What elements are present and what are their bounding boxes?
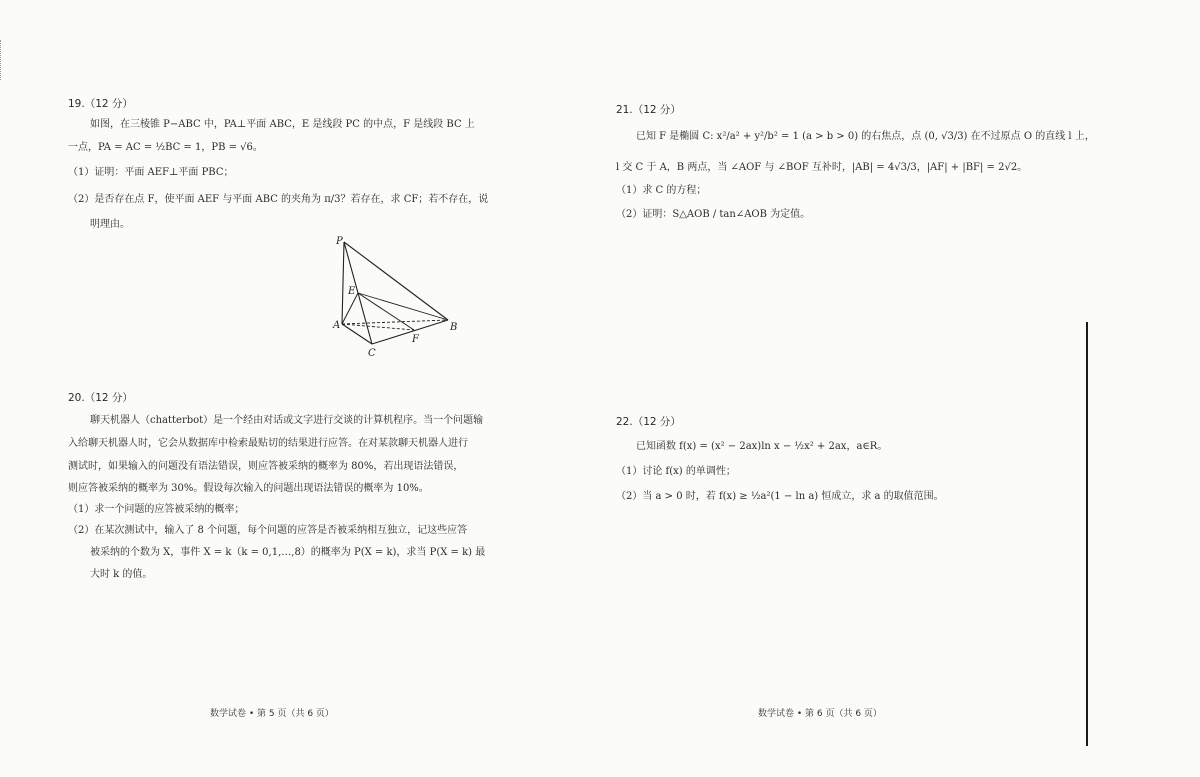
q20-line-5: （1）求一个问题的应答被采纳的概率； — [68, 504, 245, 515]
edge-AF-hidden — [342, 324, 414, 330]
edge-PA — [342, 242, 344, 324]
q21-line-1: 已知 F 是椭圆 C: x²/a² + y²/b² = 1 (a > b > 0) 的右焦点，点 (0, √3/3) 在不过原点 O 的直线 l 上， — [636, 131, 1095, 142]
q20-line-7: 被采纳的个数为 X，事件 X = k（k = 0,1,…,8）的概率为 P(X = k)，求当 P(X = k) 最 — [90, 547, 486, 558]
page-6-footer: 数学试卷 • 第 6 页（共 6 页） — [758, 709, 882, 719]
q19-line-2: 一点，PA = AC = ½BC = 1，PB = √6。 — [68, 142, 263, 153]
q19-line-3: （1）证明：平面 AEF⊥平面 PBC； — [68, 167, 234, 178]
q22-line-2: （1）讨论 f(x) 的单调性； — [616, 466, 736, 477]
q22-line-3: （2）当 a > 0 时，若 f(x) ≥ ½a²(1 − ln a) 恒成立，求 a 的取值范围。 — [616, 491, 944, 502]
q19-line-5: 明理由。 — [90, 219, 130, 230]
q20-line-4: 则应答被采纳的概率为 30%。假设每次输入的问题出现语法错误的概率为 10%。 — [68, 483, 429, 494]
q21-line-4: （2）证明：S△AOB / tan∠AOB 为定值。 — [616, 209, 811, 220]
label-F: F — [412, 334, 419, 345]
label-B: B — [450, 322, 458, 333]
scan-edge-line — [1086, 322, 1088, 746]
q21-header: 21.（12 分） — [616, 104, 681, 116]
page-5-footer: 数学试卷 • 第 5 页（共 6 页） — [210, 709, 334, 719]
edge-EB — [358, 293, 448, 320]
edge-EA — [342, 293, 358, 324]
exam-page-6 — [600, 0, 1200, 777]
q19-header: 19.（12 分） — [68, 98, 133, 110]
q20-line-3: 测试时，如果输入的问题没有语法错误，则应答被采纳的概率为 80%，若出现语法错误， — [68, 461, 464, 472]
label-A: A — [333, 320, 341, 331]
q20-line-8: 大时 k 的值。 — [90, 569, 153, 580]
edge-CB — [372, 320, 448, 344]
q22-line-1: 已知函数 f(x) = (x² − 2ax)ln x − ½x² + 2ax，a∈R。 — [636, 441, 888, 452]
edge-AB-hidden — [342, 320, 448, 324]
label-C: C — [368, 348, 376, 359]
label-E: E — [348, 286, 356, 297]
q19-line-1: 如图，在三棱锥 P−ABC 中，PA⊥平面 ABC，E 是线段 PC 的中点，F 是线段 BC 上 — [90, 119, 475, 130]
edge-PB — [344, 242, 448, 320]
q21-line-3: （1）求 C 的方程； — [616, 185, 707, 196]
q22-header: 22.（12 分） — [616, 416, 681, 428]
q20-line-2: 入给聊天机器人时，它会从数据库中检索最贴切的结果进行应答。在对某款聊天机器人进行 — [68, 438, 468, 449]
label-P: P — [336, 236, 343, 247]
tetrahedron-figure — [330, 232, 470, 362]
q20-header: 20.（12 分） — [68, 392, 133, 404]
q20-line-6: （2）在某次测试中，输入了 8 个问题，每个问题的应答是否被采纳相互独立，记这些应答 — [68, 525, 468, 536]
q21-line-2: l 交 C 于 A，B 两点，当 ∠AOF 与 ∠BOF 互补时，|AB| = 4√3/3，|AF| + |BF| = 2√2。 — [616, 162, 1028, 173]
q20-line-1: 聊天机器人（chatterbot）是一个经由对话或文字进行交谈的计算机程序。当一个问题输 — [90, 415, 484, 426]
q19-line-4: （2）是否存在点 F，使平面 AEF 与平面 ABC 的夹角为 π/3？若存在，求 CF；若不存在，说 — [68, 194, 489, 205]
